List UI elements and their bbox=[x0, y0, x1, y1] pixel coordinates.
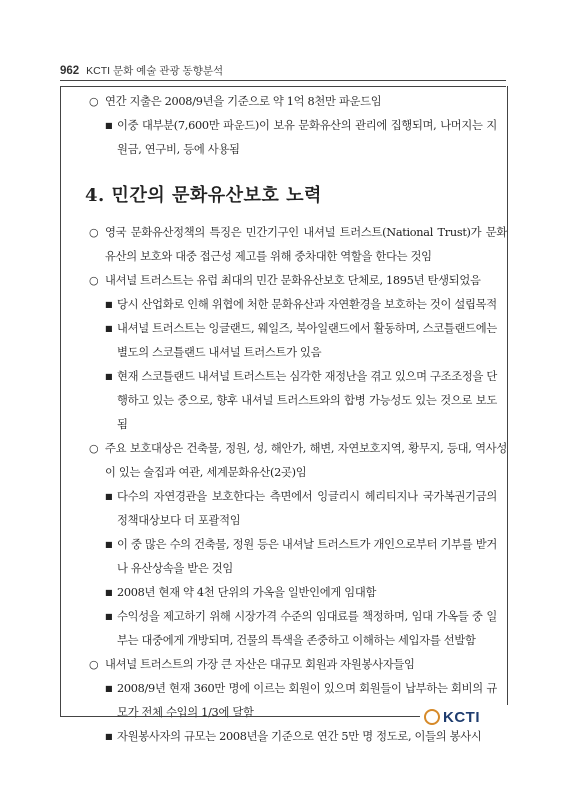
sub-list-item bbox=[61, 365, 507, 437]
list-item bbox=[61, 437, 507, 485]
square-bullet-icon: ■ bbox=[105, 121, 113, 130]
main-list bbox=[61, 221, 507, 749]
circle-bullet-icon: ○ bbox=[89, 442, 99, 455]
list-item bbox=[61, 90, 507, 114]
running-header bbox=[60, 63, 223, 78]
sub-list-item bbox=[61, 581, 507, 605]
item-text: 연간 지출은 2008/9년을 기준으로 약 1억 8천만 파운드임 bbox=[105, 95, 382, 108]
circle-bullet-icon: ○ bbox=[89, 95, 99, 108]
logo-text: KCTI bbox=[443, 708, 480, 726]
sub-list-item bbox=[61, 533, 507, 581]
item-text: 현재 스코틀랜드 내셔널 트러스트는 심각한 재정난을 겪고 있으며 구조조정을 단행하고 있는 중으로, 향후 내셔널 트러스트와의 합병 가능성도 있는 것으로 보도됨 bbox=[117, 370, 497, 431]
square-bullet-icon: ■ bbox=[105, 492, 113, 501]
square-bullet-icon: ■ bbox=[105, 612, 113, 621]
top-list bbox=[61, 90, 507, 162]
section-heading: 4. 민간의 문화유산보호 노력 bbox=[85, 185, 322, 206]
item-text: 2008/9년 현재 360만 명에 이르는 회원이 있으며 회원들이 납부하는 회비의 규모가 전체 수입의 1/3에 달함 bbox=[117, 682, 497, 719]
square-bullet-icon: ■ bbox=[105, 684, 113, 693]
list-item bbox=[61, 653, 507, 677]
item-text: 자원봉사자의 규모는 2008년을 기준으로 연간 5만 명 정도로, 이들의 봉사시 bbox=[117, 730, 482, 743]
circle-bullet-icon: ○ bbox=[89, 658, 99, 671]
square-bullet-icon: ■ bbox=[105, 372, 113, 381]
item-text: 다수의 자연경관을 보호한다는 측면에서 잉글리시 헤리티지나 국가복권기금의 정책대상보다 더 포괄적임 bbox=[117, 490, 497, 527]
item-text: 당시 산업화로 인해 위협에 처한 문화유산과 자연환경을 보호하는 것이 설립목적 bbox=[117, 298, 497, 311]
square-bullet-icon: ■ bbox=[105, 300, 113, 309]
square-bullet-icon: ■ bbox=[105, 732, 113, 741]
footer-rule-left bbox=[60, 716, 420, 717]
item-text: 영국 문화유산정책의 특징은 민간기구인 내셔널 트러스트(National Trust)가 문화유산의 보호와 대중 접근성 제고를 위해 중차대한 역할을 한다는 것임 bbox=[105, 226, 507, 263]
item-text: 내셔널 트러스트는 잉글랜드, 웨일즈, 북아일랜드에서 활동하며, 스코틀랜드에는 별도의 스코틀랜드 내셔널 트러스트가 있음 bbox=[117, 322, 497, 359]
circle-bullet-icon: ○ bbox=[89, 226, 99, 239]
sub-list-item bbox=[61, 293, 507, 317]
list-item bbox=[61, 269, 507, 293]
item-text: 내셔널 트러스트는 유럽 최대의 민간 문화유산보호 단체로, 1895년 탄생되었음 bbox=[105, 274, 481, 287]
page-number: 962 bbox=[60, 65, 80, 77]
item-text: 이중 대부분(7,600만 파운드)이 보유 문화유산의 관리에 집행되며, 나머지는 지원금, 연구비, 등에 사용됨 bbox=[117, 119, 497, 156]
square-bullet-icon: ■ bbox=[105, 540, 113, 549]
item-text: 주요 보호대상은 건축물, 정원, 성, 해안가, 해변, 자연보호지역, 황무지, 등대, 역사성이 있는 술집과 여관, 세계문화유산(2곳)임 bbox=[105, 442, 507, 479]
item-text: 수익성을 제고하기 위해 시장가격 수준의 임대료를 책정하며, 임대 가옥들 중 일부는 대중에게 개방되며, 건물의 특색을 존중하고 이해하는 세입자를 선발함 bbox=[117, 610, 497, 647]
square-bullet-icon: ■ bbox=[105, 324, 113, 333]
sub-list-item bbox=[61, 114, 507, 162]
sub-list-item bbox=[61, 317, 507, 365]
circle-bullet-icon: ○ bbox=[89, 274, 99, 287]
kcti-logo bbox=[420, 705, 514, 729]
sub-list-item bbox=[61, 485, 507, 533]
list-item bbox=[61, 221, 507, 269]
item-text: 2008년 현재 약 4천 단위의 가옥을 일반인에게 임대함 bbox=[117, 586, 377, 599]
item-text: 내셔널 트러스트의 가장 큰 자산은 대규모 회원과 자원봉사자들임 bbox=[105, 658, 415, 671]
header-title: KCTI 문화 예술 관광 동향분석 bbox=[86, 65, 224, 77]
logo-circle-icon bbox=[424, 709, 440, 725]
item-text: 이 중 많은 수의 건축물, 정원 등은 내셔날 트러스트가 개인으로부터 기부를 받거나 유산상속을 받은 것임 bbox=[117, 538, 497, 575]
sub-list-item bbox=[61, 605, 507, 653]
square-bullet-icon: ■ bbox=[105, 588, 113, 597]
header-rule bbox=[60, 80, 506, 81]
content-area bbox=[61, 86, 507, 749]
